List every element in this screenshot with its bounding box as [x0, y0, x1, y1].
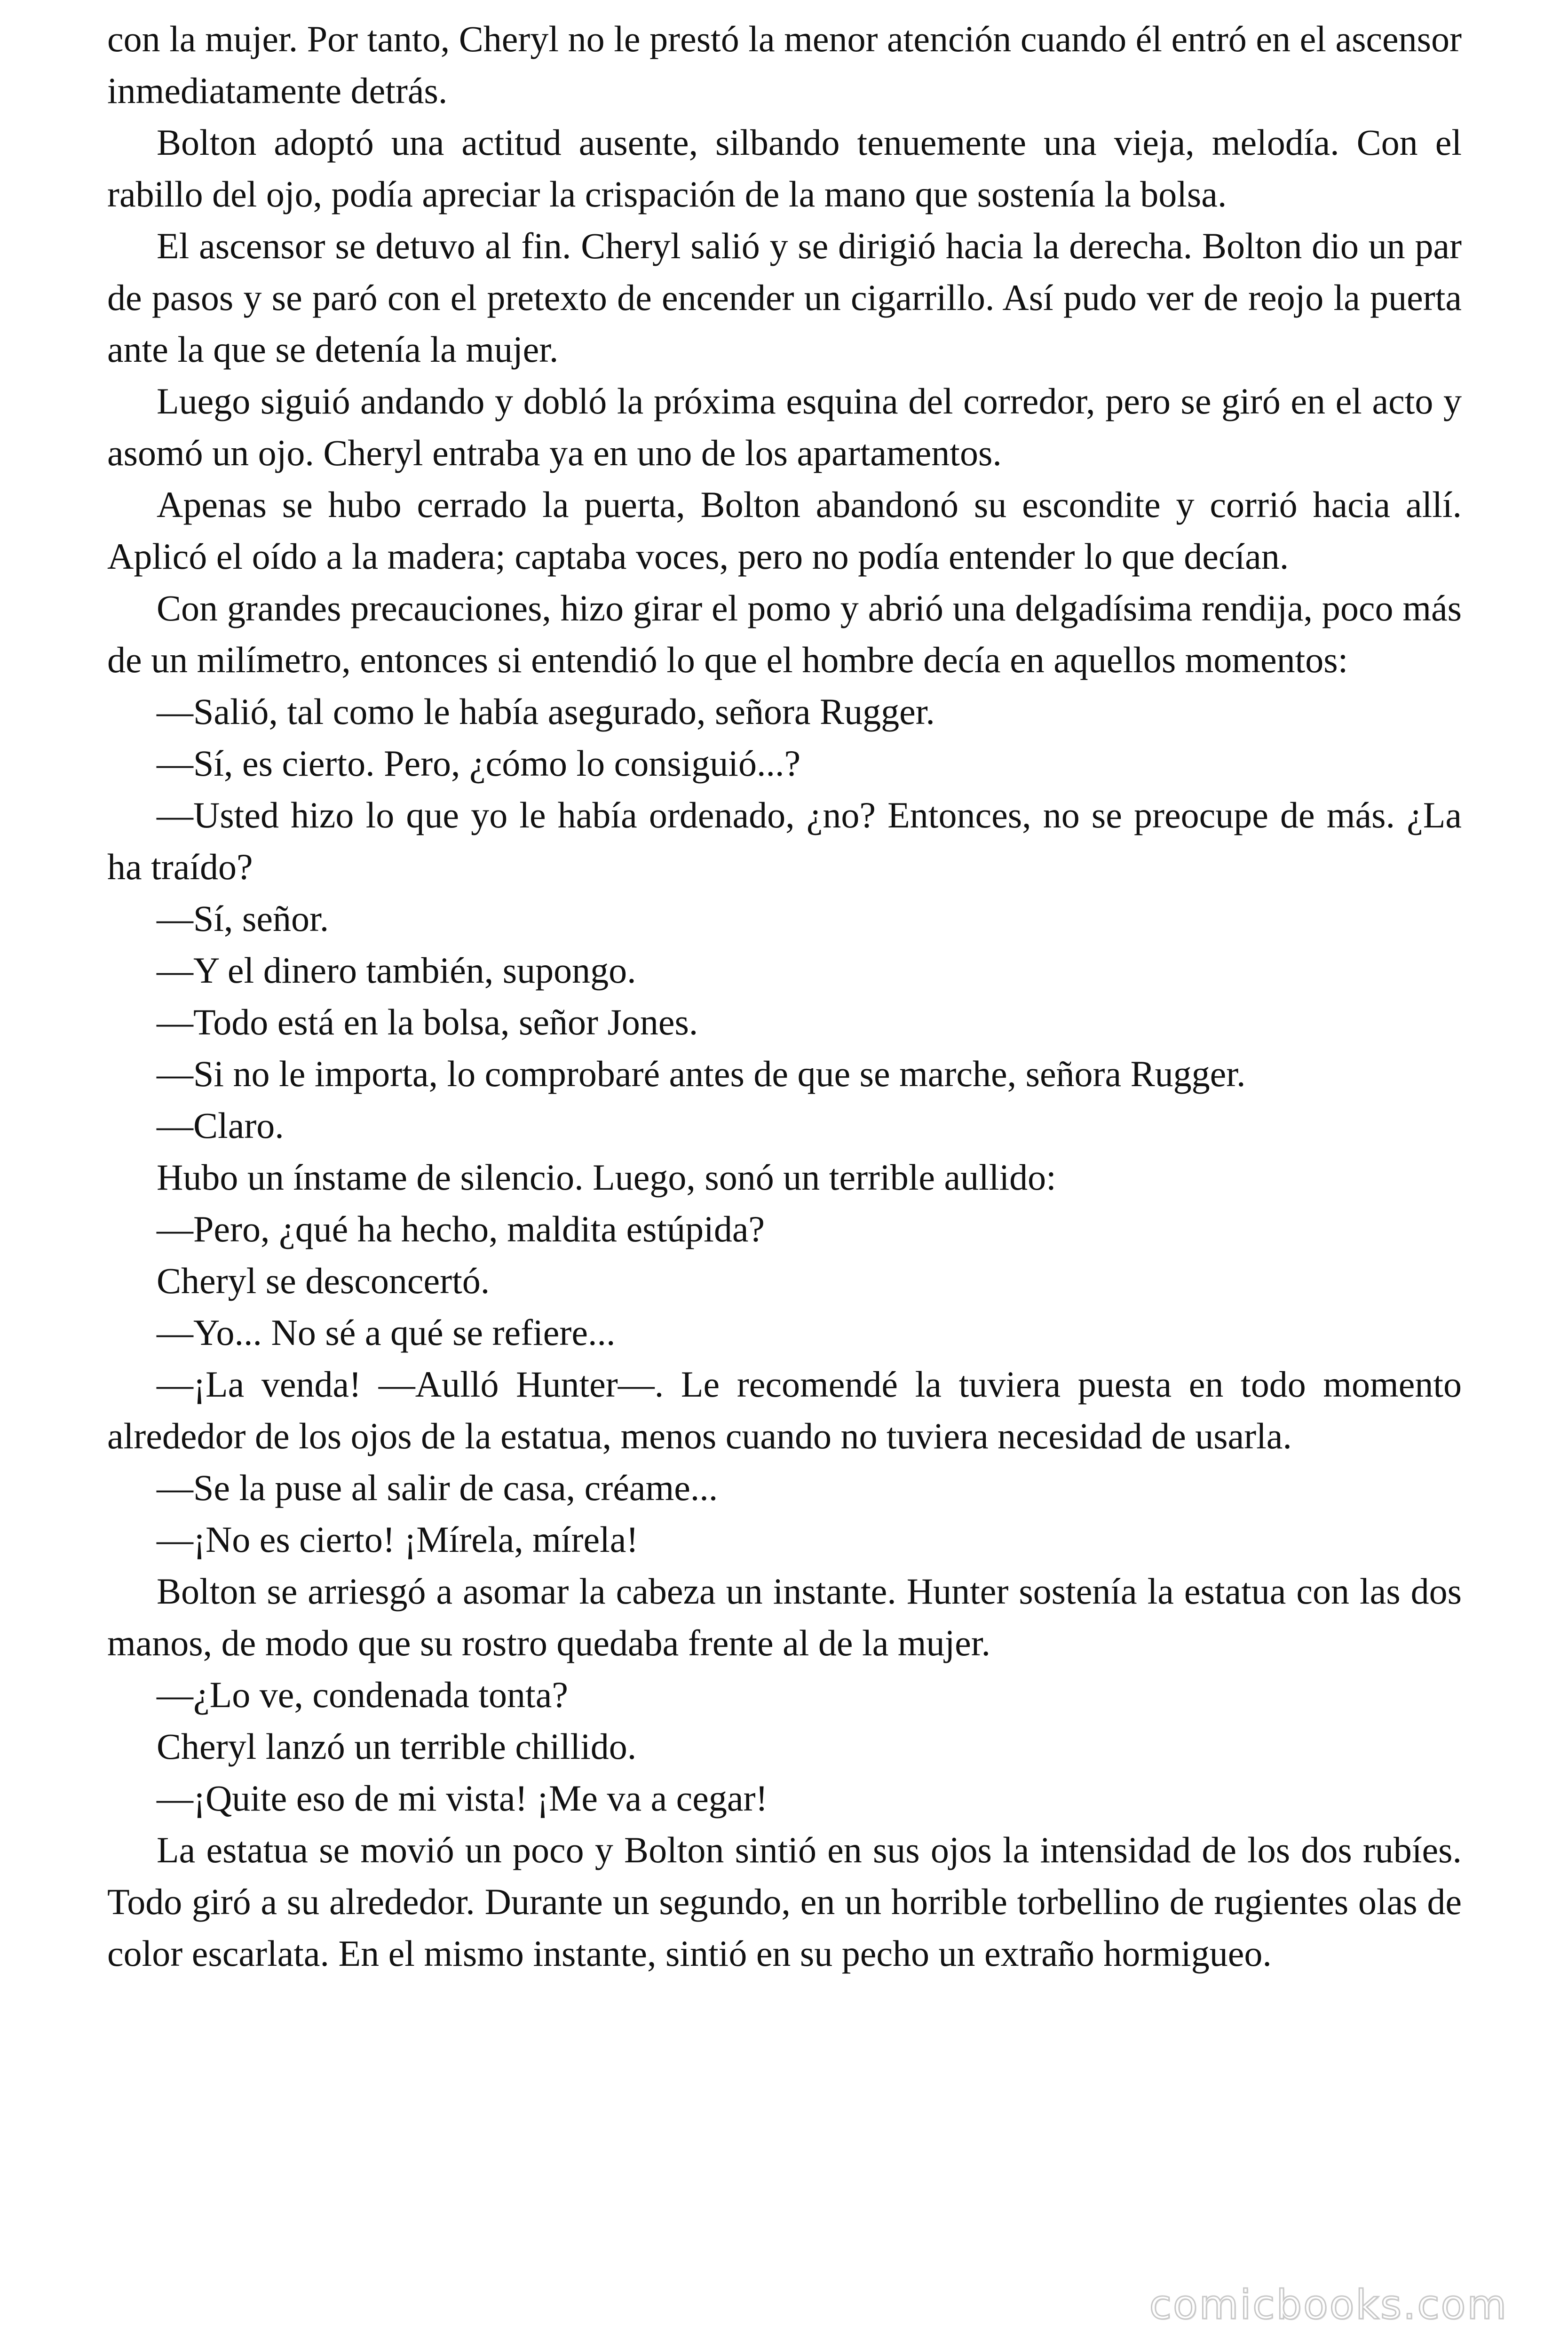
paragraph: El ascensor se detuvo al fin. Cheryl salió y se dirigió hacia la derecha. Bolton dio un par de pasos y se paró con el pretexto de encender un cigarrillo. Así pudo ver de reojo la puerta ante la que se detenía la mujer. — [107, 225, 1462, 370]
dialogue-line: —¡La venda! —Aulló Hunter—. Le recomendé la tuviera puesta en todo momento alrededor de los ojos de la estatua, menos cuando no tuviera necesidad de usarla. — [107, 1364, 1462, 1456]
dialogue-line: —Claro. — [157, 1105, 284, 1146]
paragraph: Bolton adoptó una actitud ausente, silbando tenuemente una vieja, melodía. Con el rabillo del ojo, podía apreciar la crispación de la mano que sostenía la bolsa. — [107, 122, 1462, 215]
dialogue-line: —Yo... No sé a qué se refiere... — [157, 1312, 616, 1353]
dialogue-line: —Y el dinero también, supongo. — [157, 950, 636, 991]
paragraph: Cheryl se desconcertó. — [157, 1260, 490, 1301]
dialogue-line: —Si no le importa, lo comprobaré antes de que se marche, señora Rugger. — [157, 1053, 1246, 1094]
paragraph: Luego siguió andando y dobló la próxima esquina del corredor, pero se giró en el acto y asomó un ojo. Cheryl entraba ya en uno de los apartamentos. — [107, 381, 1462, 473]
dialogue-line: —Salió, tal como le había asegurado, señora Rugger. — [157, 691, 935, 732]
watermark: comicbooks.com — [1149, 2281, 1508, 2328]
dialogue-line: —Usted hizo lo que yo le había ordenado, ¿no? Entonces, no se preocupe de más. ¿La ha traído? — [107, 795, 1462, 887]
paragraph: Apenas se hubo cerrado la puerta, Bolton abandonó su escondite y corrió hacia allí. Aplicó el oído a la madera; captaba voces, pero no podía entender lo que decían. — [107, 484, 1462, 577]
dialogue-line: —Pero, ¿qué ha hecho, maldita estúpida? — [157, 1208, 765, 1249]
dialogue-line: —¿Lo ve, condenada tonta? — [157, 1674, 568, 1715]
dialogue-line: —Sí, señor. — [157, 898, 329, 939]
dialogue-line: —¡Quite eso de mi vista! ¡Me va a cegar! — [157, 1778, 768, 1819]
dialogue-line: —Sí, es cierto. Pero, ¿cómo lo consiguió...? — [157, 743, 801, 784]
dialogue-line: —¡No es cierto! ¡Mírela, mírela! — [157, 1519, 639, 1560]
dialogue-line: —Se la puse al salir de casa, créame... — [157, 1467, 718, 1508]
paragraph: Cheryl lanzó un terrible chillido. — [157, 1726, 637, 1767]
paragraph: La estatua se movió un poco y Bolton sintió en sus ojos la intensidad de los dos rubíes. Todo giró a su alrededor. Durante un segundo, en un horrible torbellino de rugientes olas de color escarlata. En el mismo instante, sintió en su pecho un extraño hormigueo. — [107, 1829, 1462, 1974]
paragraph: Con grandes precauciones, hizo girar el pomo y abrió una delgadísima rendija, poco más de un milímetro, entonces si entendió lo que el hombre decía en aquellos momentos: — [107, 588, 1462, 680]
book-page-text — [107, 13, 1462, 1979]
paragraph: Bolton se arriesgó a asomar la cabeza un instante. Hunter sostenía la estatua con las dos manos, de modo que su rostro quedaba frente al de la mujer. — [107, 1571, 1462, 1663]
paragraph: con la mujer. Por tanto, Cheryl no le prestó la menor atención cuando él entró en el ascensor inmediatamente detrás. — [107, 18, 1462, 111]
dialogue-line: —Todo está en la bolsa, señor Jones. — [157, 1001, 698, 1042]
paragraph: Hubo un ínstame de silencio. Luego, sonó un terrible aullido: — [157, 1157, 1056, 1198]
